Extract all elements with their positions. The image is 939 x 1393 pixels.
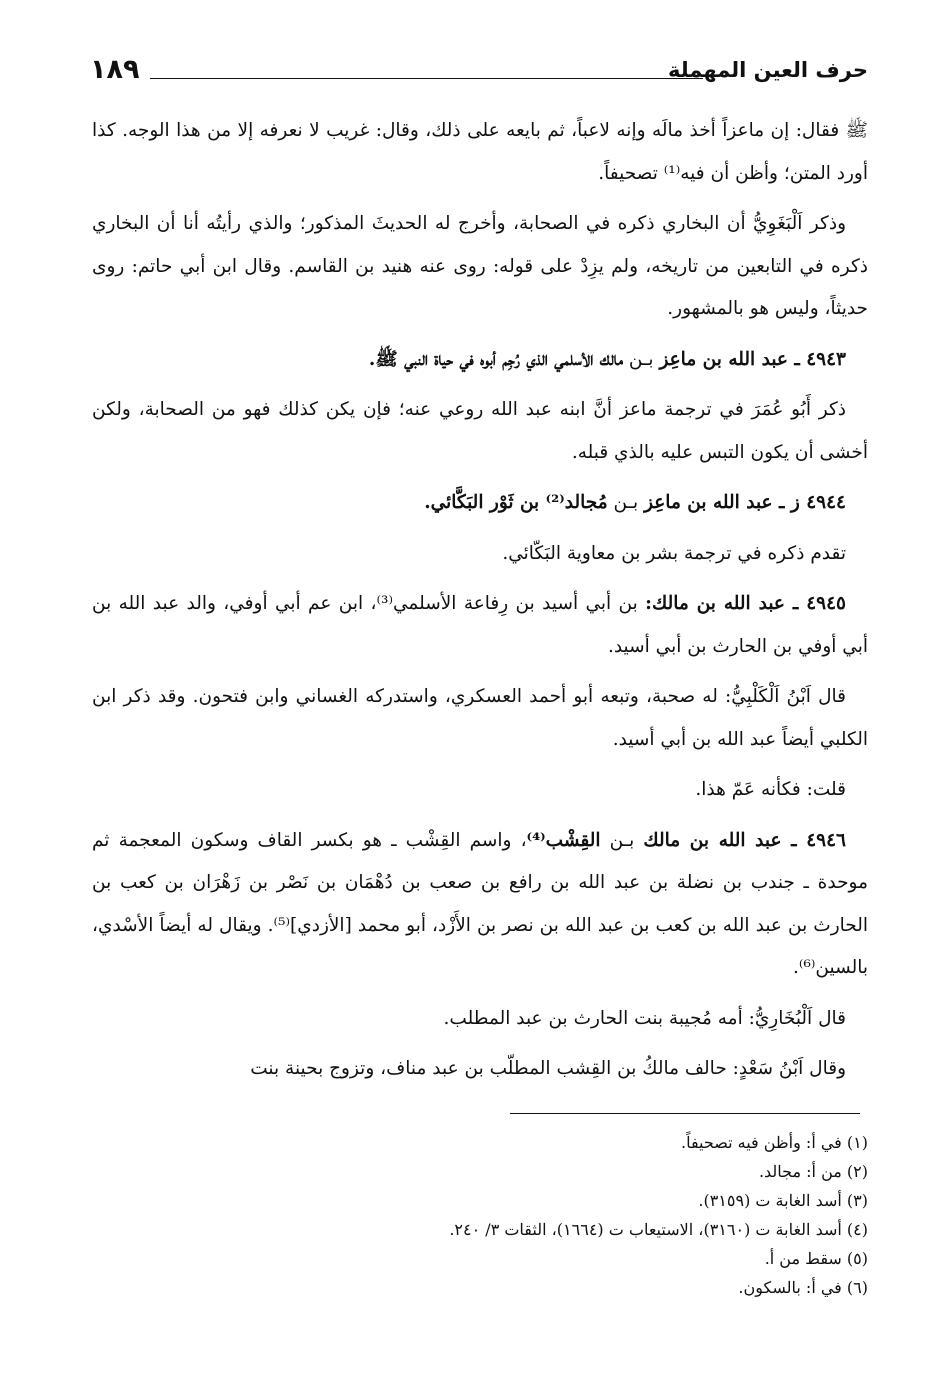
page-number: ١٨٩ bbox=[90, 54, 140, 85]
footnote-separator bbox=[510, 1113, 860, 1114]
page-header bbox=[90, 54, 868, 98]
paragraph-text: ذكر أَبُو عُمَرَ في ترجمة ماعز أنَّ ابنه عبد الله روعي عنه؛ فإن يكن كذلك فهو من الصحابة، ولكن أخشى أن يكون التبس عليه بالذي قبله. bbox=[92, 399, 868, 463]
entry-heading-text: ٤٩٤٦ ـ عبد الله بن مالك bbox=[643, 829, 846, 851]
entry-heading-text: ٤٩٤٥ ـ عبد الله بن مالك: bbox=[645, 593, 846, 614]
paragraph-text: قلت: فكأنه عَمّ هذا. bbox=[695, 779, 846, 800]
footnote: (٢) من أ: مجالد. bbox=[758, 1162, 868, 1181]
entry-heading-text: ٤٩٤٤ ز ـ عبد الله بن ماعِز bbox=[644, 492, 846, 513]
entry-heading-text: مالك الأسلمي الذي رُجِم أبوه في حياة النبي ﷺ. bbox=[368, 348, 624, 370]
paragraph-text: وقال اَبْنُ سَعْدٍ: حالف مالكُ بن القِشب المطلّب بن عبد مناف، وتزوج بحينة بنت bbox=[250, 1058, 846, 1079]
footnote: (٤) أسد الغابة ت (٣١٦٠)، الاستيعاب ت (١٦٦٤)، الثقات ٣/ ٢٤٠. bbox=[449, 1220, 868, 1239]
footnote: (٣) أسد الغابة ت (٣١٥٩). bbox=[698, 1191, 868, 1210]
paragraph bbox=[92, 676, 868, 761]
paragraph-text: ، واسم القِشْب ـ هو بكسر القاف وسكون المعجمة ثم موحدة ـ جندب بن نضلة بن عبد الله بن رافع بن صعب بن دُهْمَان بن نَصْر بن زَهْرَان بن كعب بن الحارث بن عبد الله بن كعب بن عبد الله بن نصر بن الأَزْد، أبو محمد [الأزدي]⁽⁵⁾. ويقال له أيضاً الأسْدي، بالسين⁽⁶⁾. bbox=[92, 829, 869, 978]
paragraph bbox=[92, 339, 868, 382]
paragraph bbox=[92, 389, 868, 474]
paragraph bbox=[92, 110, 868, 195]
footnote: (١) في أ: وأظن فيه تصحيفاً. bbox=[680, 1133, 868, 1152]
paragraph-text: قال اَبْنُ اَلْكَلْبِيُّ: له صحبة، وتبعه أبو أحمد العسكري، واستدركه الغساني وابن فتحون. وقد ذكر ابن الكلبي أيضاً عبد الله بن أبي أسيد. bbox=[92, 686, 868, 750]
footnote: (٥) سقط من أ. bbox=[764, 1249, 868, 1268]
paragraph bbox=[92, 998, 868, 1041]
paragraph-text: ﷺ فقال: إن ماعزاً أخذ مالَه وإنه لاعباً، ثم بايعه على ذلك، وقال: غريب لا نعرفه إلا من هذا الوجه. كذا أورد المتن؛ وأظن أن فيه⁽¹⁾ تصحيفاً. bbox=[92, 120, 868, 184]
paragraph-text: بن أبي أسيد بن رِفاعة الأسلمي⁽³⁾، ابن عم أبي أوفي، والد عبد الله بن أبي أوفي بن الحارث بن أبي أسيد. bbox=[92, 593, 868, 657]
paragraph bbox=[92, 1048, 868, 1091]
header-rule bbox=[150, 78, 703, 79]
entry-heading-text: القِشْب⁽⁴⁾ bbox=[526, 829, 601, 851]
paragraph-text: بـن bbox=[623, 348, 660, 370]
paragraph-text: تقدم ذكره في ترجمة بشر بن معاوية البَكّائي. bbox=[502, 542, 846, 564]
paragraph-text: بـن bbox=[600, 829, 644, 851]
paragraph bbox=[92, 769, 868, 812]
paragraph bbox=[92, 203, 868, 331]
main-text bbox=[92, 110, 868, 1099]
paragraph-text: وذكر اَلْبَغَوِيُّ أن البخاري ذكره في الصحابة، وأخرج له الحديثَ المذكور؛ والذي رأيتُه أنا أن البخاري ذكره في التابعين من تاريخه، ولم يزِدْ على قوله: روى عنه هنيد بن القاسم. وقال ابن أبي حاتم: روى حديثاً، وليس هو بالمشهور. bbox=[92, 213, 868, 319]
chapter-title: حرف العين المهملة bbox=[667, 58, 868, 82]
paragraph bbox=[92, 820, 868, 990]
footnotes bbox=[92, 1128, 868, 1302]
paragraph bbox=[92, 482, 868, 525]
paragraph bbox=[92, 583, 868, 668]
paragraph bbox=[92, 533, 868, 576]
footnote: (٦) في أ: بالسكون. bbox=[738, 1278, 868, 1297]
paragraph-text: بـن bbox=[607, 492, 645, 513]
entry-heading-text: مُجالد⁽²⁾ بن ثَوْر البَكَّائي. bbox=[424, 492, 608, 513]
paragraph-text: قال اَلْبُخَارِيُّ: أمه مُجيبة بنت الحارث بن عبد المطلب. bbox=[443, 1007, 846, 1029]
entry-heading-text: ٤٩٤٣ ـ عبد الله بن ماعِز bbox=[659, 348, 846, 370]
